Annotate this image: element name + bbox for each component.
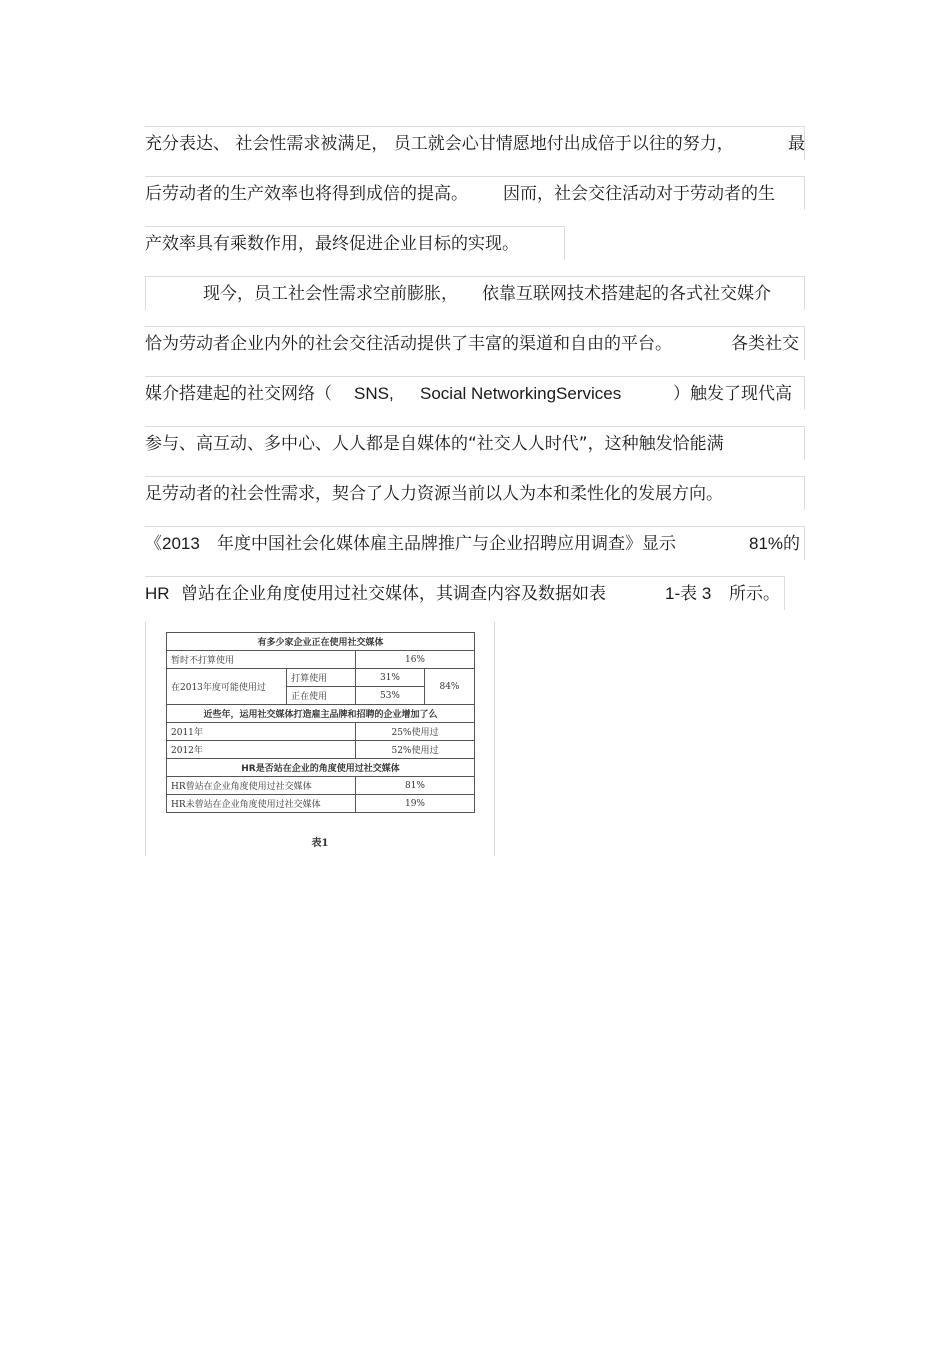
text-line-4 xyxy=(145,276,805,310)
line-2-text-end: 因而，社会交往活动对于劳动者的生 xyxy=(503,184,775,204)
table-cell-value: 81% xyxy=(356,777,475,795)
text-line-9 xyxy=(145,526,805,560)
text-line-7 xyxy=(145,426,805,460)
table-row xyxy=(167,795,475,813)
table-cell-value: 19% xyxy=(356,795,475,813)
table-cell-label: HR曾站在企业角度使用过社交媒体 xyxy=(167,777,356,795)
table-cell-label: 暂时不打算使用 xyxy=(167,651,356,669)
line-10-table-ref: 1-表 3 xyxy=(665,584,712,603)
table-cell-value: 52%使用过 xyxy=(356,741,475,759)
table-row xyxy=(167,759,475,777)
table-cell-label: 2012年 xyxy=(167,741,356,759)
line-2-text: 后劳动者的生产效率也将得到成倍的提高。 xyxy=(145,184,468,204)
line-8-text: 足劳动者的社会性需求，契合了人力资源当前以人为本和柔性化的发展方向。 xyxy=(145,484,723,504)
table-row xyxy=(167,777,475,795)
table-cell-label: 正在使用 xyxy=(287,687,356,705)
table-cell-value: 25%使用过 xyxy=(356,723,475,741)
line-5-text: 恰为劳动者企业内外的社会交往活动提供了丰富的渠道和自由的平台。 xyxy=(145,334,672,354)
table-cell-label: HR未曾站在企业角度使用过社交媒体 xyxy=(167,795,356,813)
line-7-text: 参与、高互动、多中心、人人都是自媒体的“社交人人时代”，这种触发恰能满 xyxy=(145,434,724,454)
line-10-text: 曾站在企业角度使用过社交媒体，其调查内容及数据如表 xyxy=(181,584,606,604)
text-line-6 xyxy=(145,376,805,410)
line-6-text-end: ）触发了现代高 xyxy=(673,384,792,404)
table-row xyxy=(167,633,475,651)
table-cell-label: 打算使用 xyxy=(287,669,356,687)
table-section-title: 有多少家企业正在使用社交媒体 xyxy=(167,633,475,651)
line-1-text: 充分表达、 社会性需求被满足， 员工就会心甘情愿地付出成倍于以往的努力， xyxy=(145,134,734,154)
table-section-title: 近些年，运用社交媒体打造雇主品牌和招聘的企业增加了么 xyxy=(167,705,475,723)
line-3-text: 产效率具有乘数作用，最终促进企业目标的实现。 xyxy=(145,234,519,254)
survey-table xyxy=(166,632,475,813)
text-line-1 xyxy=(145,126,805,160)
line-4-text: 现今，员工社会性需求空前膨胀， xyxy=(203,284,458,304)
line-9-percent: 81%的 xyxy=(749,534,801,553)
text-line-8 xyxy=(145,476,805,510)
table-row xyxy=(167,651,475,669)
text-line-10 xyxy=(145,576,785,610)
line-9-text: 年度中国社会化媒体雇主品牌推广与企业招聘应用调查》显示 xyxy=(217,534,676,554)
table-cell-value: 16% xyxy=(356,651,475,669)
table-cell-label: 2011年 xyxy=(167,723,356,741)
text-line-2 xyxy=(145,176,805,210)
line-10-hr: HR xyxy=(145,584,170,603)
line-1-text-end: 最 xyxy=(788,134,805,154)
text-line-5 xyxy=(145,326,805,360)
line-6-sns-full: Social NetworkingServices xyxy=(420,384,622,403)
table-cell-value: 31% xyxy=(356,669,425,687)
table-row xyxy=(167,669,475,687)
survey-table-figure xyxy=(145,622,495,856)
line-6-sns: SNS, xyxy=(354,384,394,403)
table-row xyxy=(167,705,475,723)
table-cell-label: 在2013年度可能使用过 xyxy=(167,669,287,705)
line-9-title-year: 《2013 xyxy=(145,534,200,553)
table-cell-value: 53% xyxy=(356,687,425,705)
line-4-text-end: 依靠互联网技术搭建起的各式社交媒介 xyxy=(482,284,771,304)
line-6-text: 媒介搭建起的社交网络（ xyxy=(145,384,332,404)
table-cell-value: 84% xyxy=(425,669,475,705)
table-caption: 表1 xyxy=(311,838,329,849)
line-5-text-end: 各类社交 xyxy=(731,334,799,354)
table-row xyxy=(167,741,475,759)
line-10-text-end: 所示。 xyxy=(729,584,780,604)
table-row xyxy=(167,723,475,741)
table-section-title: HR是否站在企业的角度使用过社交媒体 xyxy=(167,759,475,777)
text-line-3 xyxy=(145,226,565,260)
